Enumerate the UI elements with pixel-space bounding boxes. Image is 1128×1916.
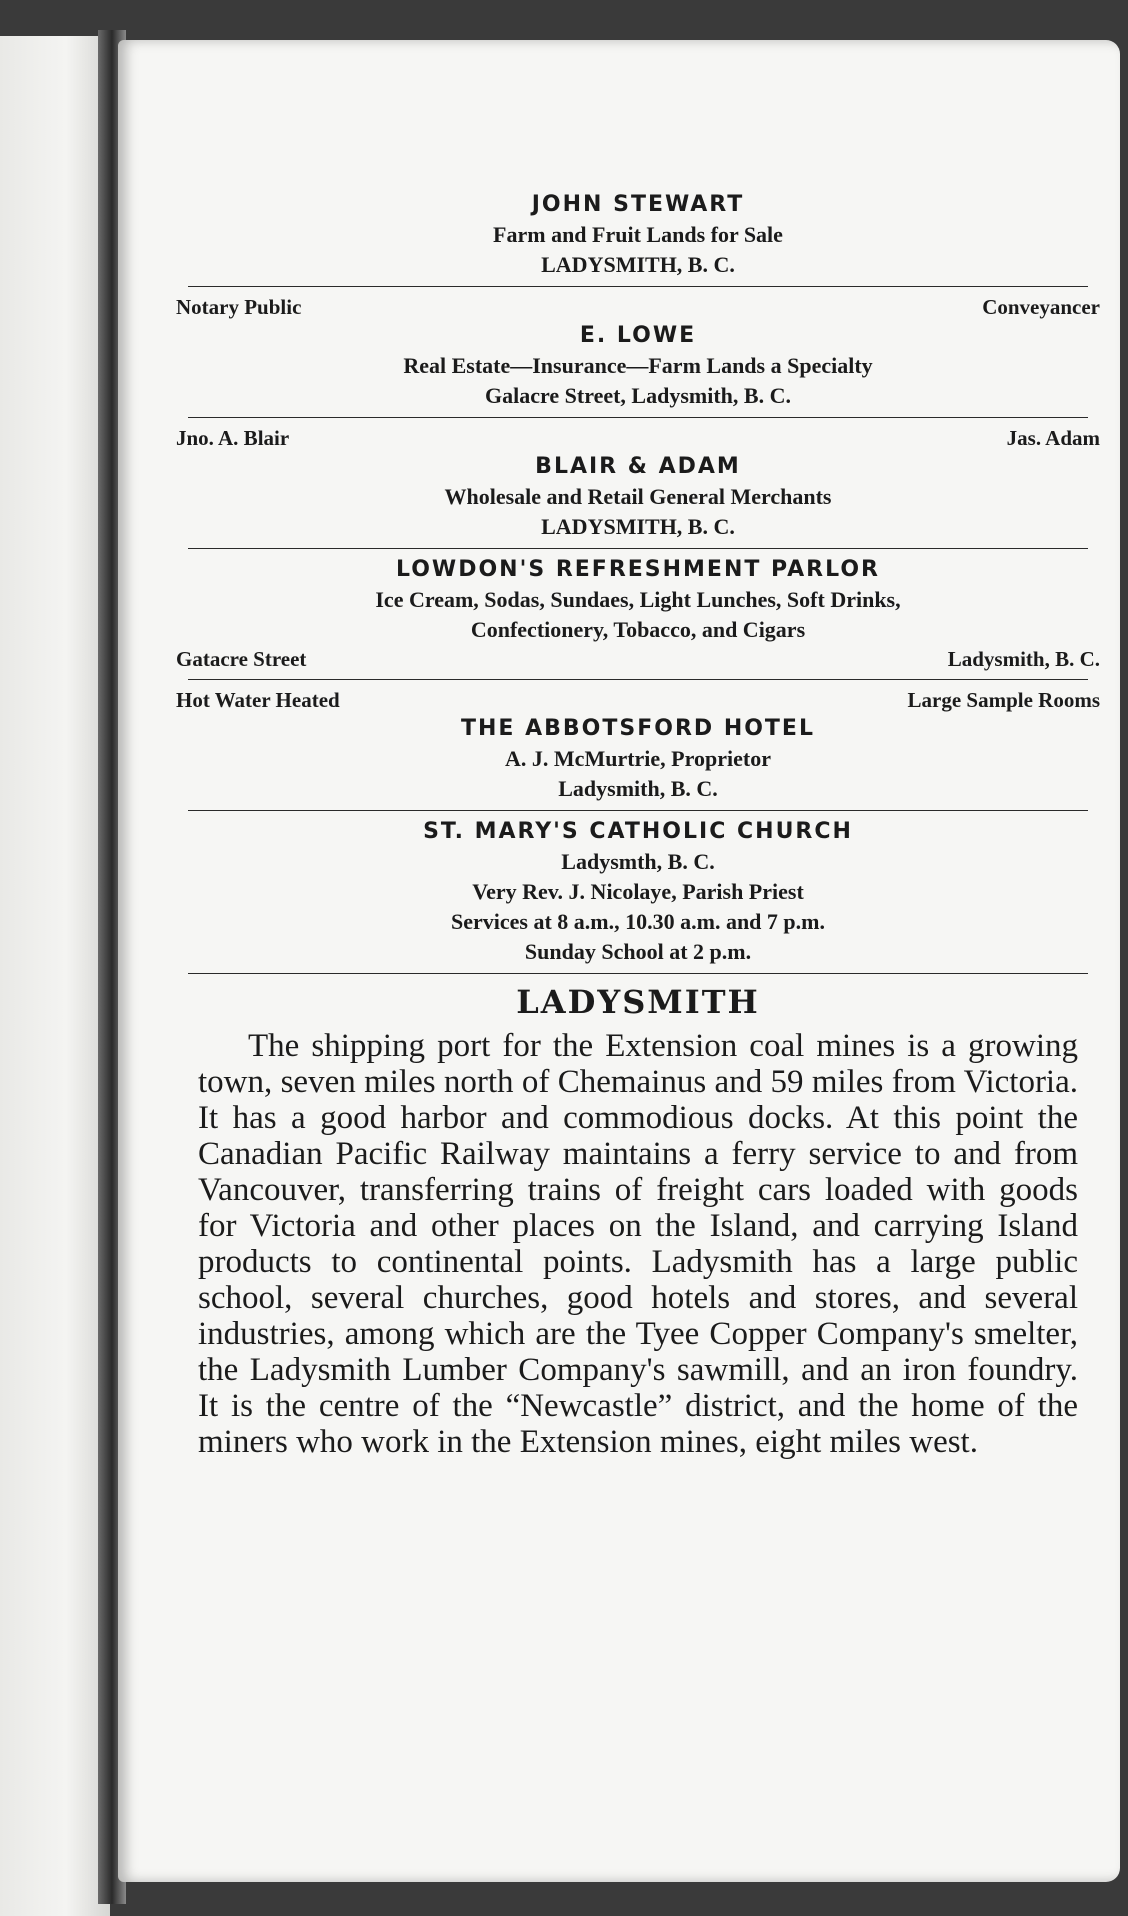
ad-line: Ladysmth, B. C.: [561, 849, 715, 874]
ad-name: E. LOWE: [579, 323, 697, 348]
divider: [188, 286, 1088, 287]
ad-name: THE ABBOTSFORD HOTEL: [461, 716, 815, 741]
article-title: LADYSMITH: [516, 983, 760, 1021]
ad-blair-adam: [168, 452, 1108, 542]
ad-line: Galacre Street, Ladysmith, B. C.: [485, 383, 791, 408]
ad-line: Very Rev. J. Nicolaye, Parish Priest: [472, 879, 804, 904]
divider: [188, 679, 1088, 680]
ad-line: Ice Cream, Sodas, Sundaes, Light Lunches, Soft Drinks,: [375, 587, 901, 612]
ad-e-lowe: [168, 321, 1108, 411]
page: [118, 40, 1120, 1882]
ad-name: LOWDON'S REFRESHMENT PARLOR: [396, 557, 880, 582]
ad-corner-left: Gatacre Street: [176, 647, 307, 671]
ad-line: Real Estate—Insurance—Farm Lands a Specialty: [403, 353, 873, 378]
article-body: The shipping port for the Extension coal mines is a growing town, seven miles north of Chemainus and 59 miles from Victoria. It has a good harbor and commodious docks. At this point the Canadian Pacific Railway maintains a ferry service to and from Vancouver, transferring trains of freight cars loaded with goods for Victoria and other places on the Island, and carrying Island products to continental points. Ladysmith has a large public school, several churches, good hotels and stores, and several industries, among which are the Tyee Copper Company's smelter, the Ladysmith Lumber Company's sawmill, and an iron foundry. It is the centre of the “Newcastle” district, and the home of the miners who work in the Extension mines, eight miles west.: [198, 1028, 1078, 1460]
divider: [188, 810, 1088, 811]
ad-line: A. J. McMurtrie, Proprietor: [505, 746, 771, 771]
ad-line: LADYSMITH, B. C.: [541, 252, 735, 277]
ad-corner-left: Notary Public: [176, 295, 302, 319]
ad-name: BLAIR & ADAM: [535, 454, 741, 479]
ad-abbotsford-hotel: [168, 714, 1108, 804]
ad-corner-row: [168, 424, 1108, 452]
ad-corner-row: [168, 686, 1108, 714]
ad-corner-left: Hot Water Heated: [176, 688, 340, 712]
ad-corner-left: Jno. A. Blair: [176, 426, 290, 450]
ad-line: Confectionery, Tobacco, and Cigars: [470, 617, 806, 642]
ad-corner-right: Conveyancer: [982, 295, 1100, 319]
ad-line: LADYSMITH, B. C.: [541, 514, 735, 539]
ad-st-marys-church: [168, 817, 1108, 967]
ad-line: Sunday School at 2 p.m.: [524, 939, 752, 964]
ad-name: ST. MARY'S CATHOLIC CHURCH: [423, 819, 853, 844]
ad-corner-right: Ladysmith, B. C.: [947, 647, 1100, 671]
ad-corner-right: Jas. Adam: [1006, 426, 1100, 450]
page-content: [168, 190, 1108, 1460]
ad-line: Wholesale and Retail General Merchants: [444, 484, 832, 509]
ad-name: JOHN STEWART: [531, 192, 745, 217]
ad-corner-row: [168, 293, 1108, 321]
ad-line: Services at 8 a.m., 10.30 a.m. and 7 p.m.: [451, 909, 825, 934]
divider: [188, 973, 1088, 974]
ad-corner-right: Large Sample Rooms: [907, 688, 1100, 712]
divider: [188, 548, 1088, 549]
facing-page-edge: [0, 36, 110, 1916]
ad-john-stewart: [168, 190, 1108, 280]
ad-corner-row: [168, 645, 1108, 673]
divider: [188, 417, 1088, 418]
ad-line: Farm and Fruit Lands for Sale: [493, 222, 783, 247]
ad-line: Ladysmith, B. C.: [558, 776, 718, 801]
ad-lowdons: [168, 555, 1108, 645]
